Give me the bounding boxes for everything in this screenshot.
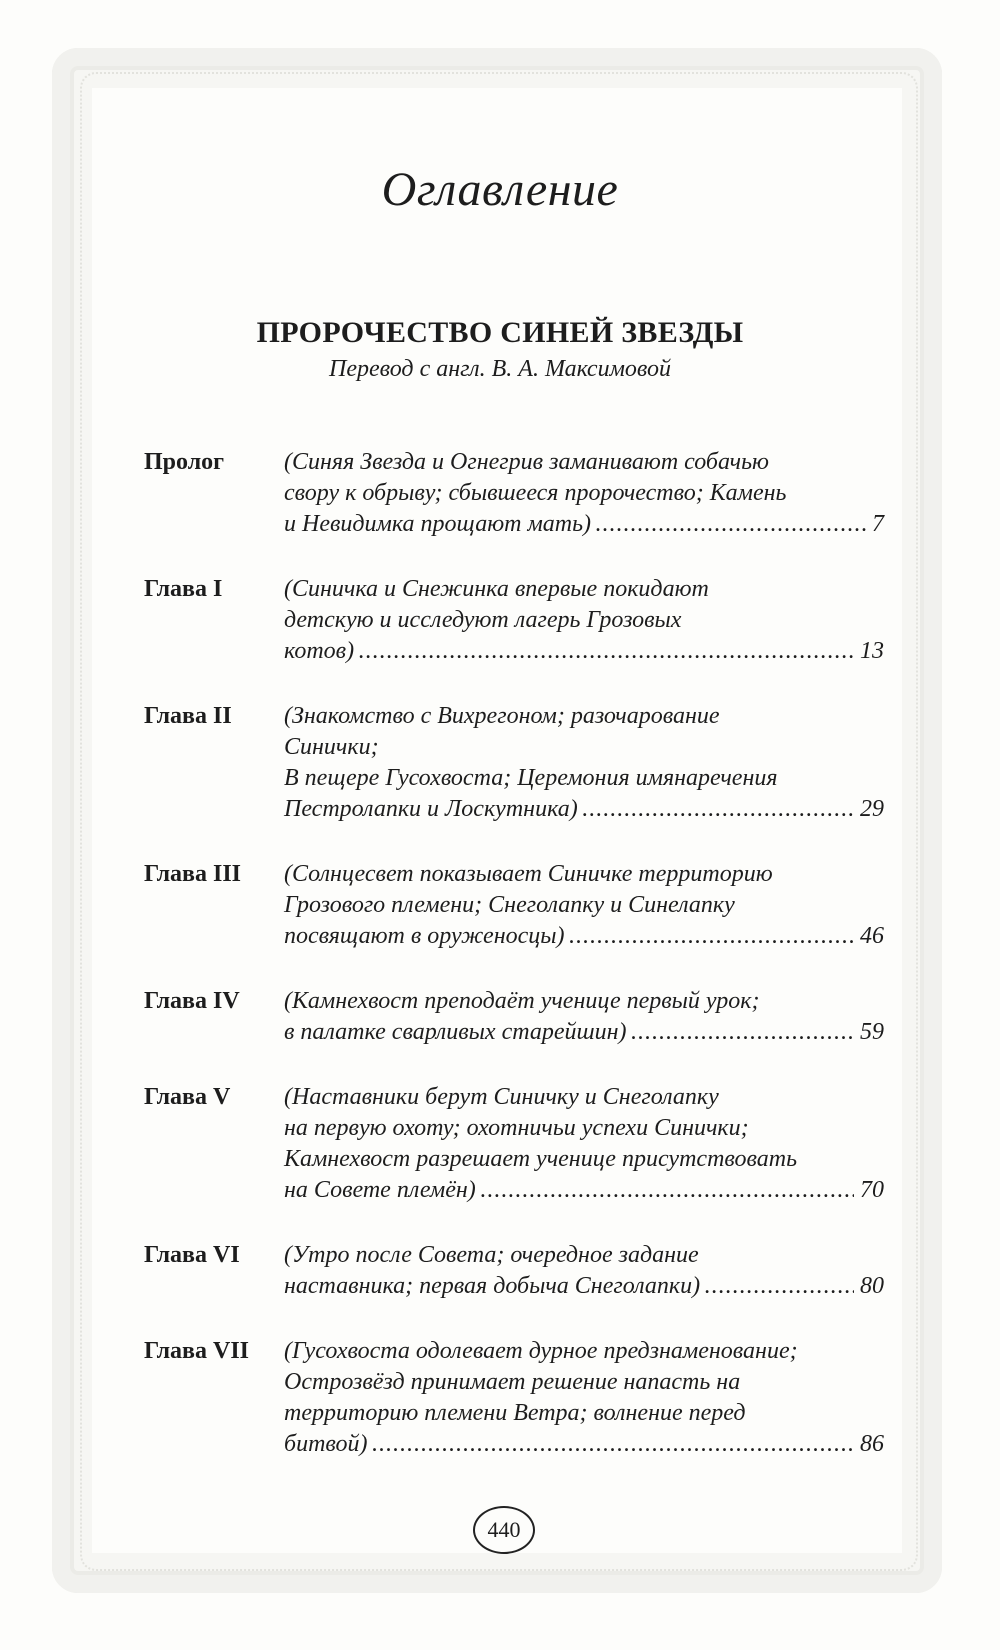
toc-entry-label: Глава VII bbox=[144, 1338, 249, 1364]
toc-entry-label: Пролог bbox=[144, 449, 225, 475]
description-line: (Гусохвоста одолевает дурное предзнаменование; bbox=[284, 1338, 798, 1364]
description-line: (Утро после Совета; очередное задание bbox=[284, 1242, 699, 1268]
description-line: Грозового племени; Снеголапку и Синелапку bbox=[284, 892, 735, 918]
toc-page-number: 46 bbox=[860, 923, 884, 949]
toc-entry[interactable] bbox=[144, 1240, 884, 1302]
toc-page-number: 13 bbox=[860, 638, 884, 664]
table-of-contents bbox=[144, 447, 884, 1494]
description-line: (Солнцесвет показывает Синичке территорию bbox=[284, 861, 773, 887]
dot-leader bbox=[372, 1429, 855, 1460]
toc-entry-label: Глава I bbox=[144, 576, 223, 602]
toc-entry-description bbox=[284, 859, 884, 952]
description-line: битвой) bbox=[284, 1431, 368, 1457]
toc-entry[interactable] bbox=[144, 447, 884, 540]
toc-entry-label: Глава II bbox=[144, 703, 232, 729]
toc-page-number: 80 bbox=[860, 1273, 884, 1299]
dot-leader bbox=[631, 1017, 854, 1048]
description-line: Пестролапки и Лоскутника) bbox=[284, 796, 578, 822]
description-line: Острозвёзд принимает решение напасть на bbox=[284, 1369, 741, 1395]
description-line: Камнехвост разрешает ученице присутствовать bbox=[284, 1146, 798, 1172]
toc-entry-label: Глава V bbox=[144, 1084, 231, 1110]
description-line: на первую охоту; охотничьи успехи Синички; bbox=[284, 1115, 749, 1141]
toc-entry-description bbox=[284, 701, 884, 825]
description-line: детскую и исследуют лагерь Грозовых bbox=[284, 607, 682, 633]
dot-leader bbox=[480, 1175, 854, 1206]
dot-leader bbox=[582, 794, 854, 825]
toc-entry-description bbox=[284, 1336, 884, 1460]
toc-entry-description bbox=[284, 447, 884, 540]
toc-entry-description bbox=[284, 574, 884, 667]
translator-credit: Перевод с англ. В. А. Максимовой bbox=[329, 356, 671, 382]
description-line: территорию племени Ветра; волнение перед bbox=[284, 1400, 746, 1426]
description-line: (Наставники берут Синичку и Снеголапку bbox=[284, 1084, 719, 1110]
description-line: (Камнехвост преподаёт ученице первый урок; bbox=[284, 988, 760, 1014]
dot-leader bbox=[569, 921, 855, 952]
toc-entry[interactable] bbox=[144, 859, 884, 952]
description-line: В пещере Гусохвоста; Церемония имянаречения bbox=[284, 765, 778, 791]
dot-leader bbox=[595, 509, 866, 540]
description-line: (Синичка и Снежинка впервые покидают bbox=[284, 576, 709, 602]
description-line: свору к обрыву; сбывшееся пророчество; Камень bbox=[284, 480, 787, 506]
page-number-badge: 440 bbox=[473, 1506, 535, 1554]
toc-entry-label: Глава III bbox=[144, 861, 242, 887]
description-line: на Совете племён) bbox=[284, 1177, 476, 1203]
toc-entry[interactable] bbox=[144, 701, 884, 825]
description-line: Синички; bbox=[284, 734, 379, 760]
toc-page-number: 29 bbox=[860, 796, 884, 822]
page-title: Оглавление bbox=[381, 163, 619, 216]
toc-entry-label: Глава VI bbox=[144, 1242, 240, 1268]
toc-entry[interactable] bbox=[144, 1336, 884, 1460]
toc-entry-description bbox=[284, 986, 884, 1048]
toc-entry-description bbox=[284, 1240, 884, 1302]
toc-entry[interactable] bbox=[144, 574, 884, 667]
dot-leader bbox=[358, 636, 854, 667]
toc-page-number: 7 bbox=[872, 511, 884, 537]
toc-entry[interactable] bbox=[144, 986, 884, 1048]
description-line: (Знакомство с Вихрегоном; разочарование bbox=[284, 703, 720, 729]
book-title: ПРОРОЧЕСТВО СИНЕЙ ЗВЕЗДЫ bbox=[256, 316, 744, 349]
description-line: котов) bbox=[284, 638, 355, 664]
toc-page-number: 59 bbox=[860, 1019, 884, 1045]
toc-page-number: 70 bbox=[860, 1177, 884, 1203]
description-line: наставника; первая добыча Снеголапки) bbox=[284, 1273, 701, 1299]
toc-entry-label: Глава IV bbox=[144, 988, 240, 1014]
toc-page-number: 86 bbox=[860, 1431, 884, 1457]
description-line: в палатке сварливых старейшин) bbox=[284, 1019, 627, 1045]
description-line: посвящают в оруженосцы) bbox=[284, 923, 565, 949]
description-line: и Невидимка прощают мать) bbox=[284, 511, 592, 537]
dot-leader bbox=[704, 1271, 854, 1302]
toc-entry-description bbox=[284, 1082, 884, 1206]
toc-entry[interactable] bbox=[144, 1082, 884, 1206]
description-line: (Синяя Звезда и Огнегрив заманивают собачью bbox=[284, 449, 769, 475]
